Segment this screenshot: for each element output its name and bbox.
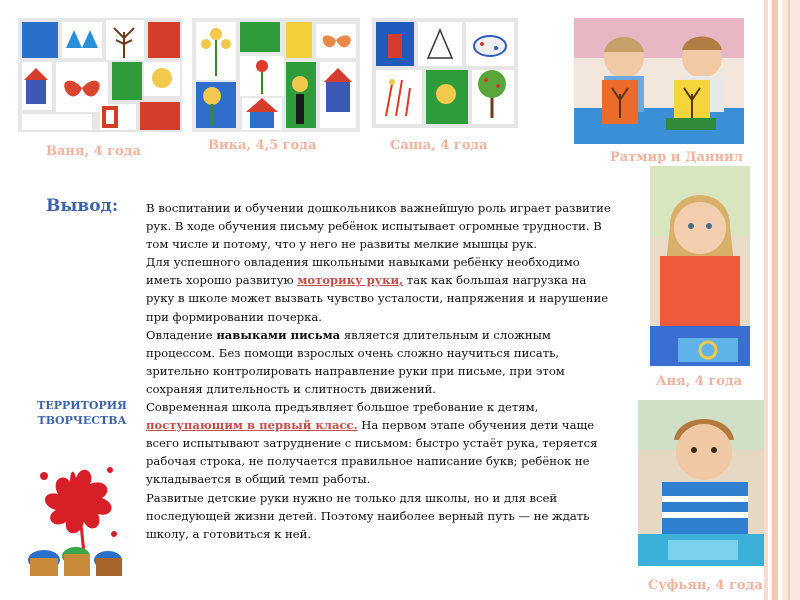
photo-anya <box>650 166 750 366</box>
bold-text: навыками письма <box>216 327 341 342</box>
paragraph <box>146 253 618 325</box>
photo-vika-artwork <box>192 18 360 132</box>
text-span: является длительным и сложным процессом. Без помощи взрослых очень сложно научиться писать, зрительно контролировать направление руки при письме, при этом сохраняя длительность и слитность движений. <box>146 327 565 396</box>
highlight-link-motorika[interactable]: моторику руки, <box>297 273 404 288</box>
photo-vanya-artwork <box>18 18 182 132</box>
paragraph <box>146 326 618 398</box>
paint-splash-illustration <box>24 454 126 580</box>
caption-vanya: Ваня, 4 года <box>46 144 141 159</box>
photo-sufyan <box>638 400 764 566</box>
text-span: В воспитании и обучении дошкольников важнейшую роль играет развитие рук. В ходе обучения письму ребёнок испытывает огромные трудности. В том числе и потому, что у него не развиты мелкие мышцы рук. <box>146 201 611 252</box>
caption-anya: Аня, 4 года <box>656 374 743 389</box>
photo-sasha-artwork <box>372 18 518 128</box>
territory-label: ТЕРРИТОРИЯ ТВОРЧЕСТВА <box>37 399 127 427</box>
caption-sasha: Саша, 4 года <box>390 138 488 153</box>
caption-vika: Вика, 4,5 года <box>208 138 317 153</box>
paragraph <box>146 398 618 488</box>
text-span: Для успешного овладения школьными навыками ребёнку необходимо иметь хорошо развитую <box>146 255 580 288</box>
border-stripe <box>764 0 768 600</box>
text-span: Развитые детские руки нужно не только для школы, но и для всей последующей жизни детей. Поэтому наиболее верный путь — не ждать школу, а готовиться к ней. <box>146 490 590 541</box>
border-stripe <box>782 0 800 600</box>
conclusion-heading: Вывод: <box>46 196 119 216</box>
text-span: так как большая нагрузка на руку в школе может вызвать чувство усталости, напряжения и нарушение при формировании почерка. <box>146 273 609 324</box>
text-span: На первом этапе обучения дети чаще всего испытывают затруднение с письмом: быстро устаёт рука, теряется рабочая строка, не получается правильное написание букв; ребёнок не укладывается в общий темп работы. <box>146 418 598 487</box>
border-stripe <box>788 0 790 600</box>
paragraph <box>146 199 618 253</box>
text-span: Современная школа предъявляет большое требование к детям, <box>146 400 539 415</box>
photo-ratmir-daniil <box>574 18 744 144</box>
paragraph <box>146 489 618 543</box>
caption-sufyan: Суфьян, 4 года <box>648 578 763 593</box>
caption-ratmir-daniil: Ратмир и Даниил <box>610 150 743 165</box>
border-stripe <box>772 0 778 600</box>
text-span: Овладение <box>146 327 217 342</box>
highlight-link-first-grade[interactable]: поступающим в первый класс. <box>146 418 358 433</box>
conclusion-text <box>146 199 618 543</box>
